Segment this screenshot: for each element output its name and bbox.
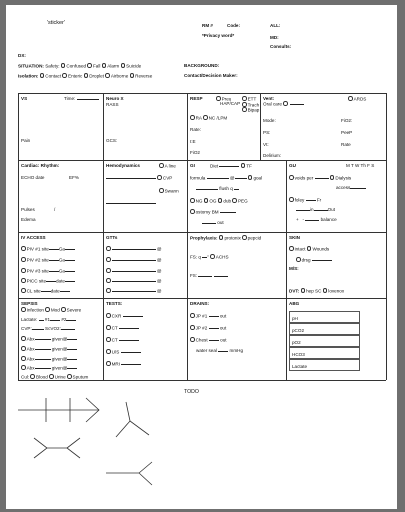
abg-cell-pco2: pCO2 [289, 323, 360, 335]
iv-title: IV ACCESS [21, 235, 46, 240]
gi-flush: flush q [196, 186, 239, 191]
gi-title: GI [190, 163, 195, 168]
proph-fs-q: FS: q " ACHS [190, 254, 229, 260]
gtts-row: @ [106, 288, 162, 293]
skin-intact: intact Wounds [289, 246, 329, 251]
ms-label: M/S: [289, 266, 299, 271]
hemo-aline: A line [159, 163, 176, 168]
drain-jp2: JP #2 out [190, 325, 226, 330]
drain-chest: Chest out [190, 337, 227, 342]
cardiac-pulses: Pulses [21, 207, 35, 212]
test-item: CT [106, 325, 139, 330]
vent-oralcare: Oral care [263, 101, 304, 106]
vent-ps: PS: [263, 130, 271, 135]
lab-fishbone-diagrams [6, 5, 397, 509]
skin-title: SKIN [289, 235, 300, 240]
rm-label: RM # [202, 23, 213, 28]
vent-mode: Mode: [263, 118, 276, 123]
cardiac-title: Cardiac: Rhythm: [21, 163, 60, 168]
proph-row: Prophylaxis: protonix pepcid [190, 235, 262, 241]
bmp-fishbone [18, 398, 99, 422]
contact-label: Contact/Decision Maker: [184, 73, 238, 78]
neuro-gcs: GCS: [106, 138, 118, 143]
vent-title: Vent: [263, 96, 275, 101]
gtts-row: @ [106, 257, 162, 262]
sepsis-cultures: Cul: Blood Urine Sputum [21, 374, 89, 380]
sepsis-abx: Abx given@ [21, 356, 77, 361]
hemo-cvp: CVP [106, 175, 172, 180]
allergies-label: ALL: [270, 23, 281, 28]
cardiac-slash: / [54, 207, 56, 212]
sepsis-title: SEPSIS [21, 301, 38, 306]
proph-fs: FS: [190, 273, 228, 278]
sepsis-abx: Abx given@ [21, 365, 77, 370]
cardiac-ef: EF% [69, 175, 79, 180]
isolation-row: Isolation: Contact Enteric Droplet Airborne Reverse [18, 73, 153, 79]
sepsis-lactate: Lactate: #1 #2 [21, 317, 76, 322]
sepsis-abx: Abx given@ [21, 336, 77, 341]
iv-row: PIV #1 site Ga [21, 246, 75, 251]
vs-pain: Pain [21, 138, 31, 143]
vent-fio2: FiO2: [341, 118, 353, 123]
iv-row: PICC site date [21, 278, 75, 283]
resp-ra-nc: RA NC /LPM [190, 115, 227, 120]
y-fishbone [116, 402, 149, 437]
drain-waterseal: water seal mmHg [196, 348, 244, 353]
test-item: CXR [106, 313, 143, 318]
resp-ie: I:E [190, 139, 196, 144]
cardiac-echo: ECHO date [21, 175, 45, 180]
vent-peep: PeeP [341, 130, 353, 135]
gu-days: M T W Th F S [346, 163, 375, 168]
test-item: U/S [106, 349, 141, 354]
drains-title: DRAINS: [190, 301, 210, 306]
resp-bipap: Bipap [242, 107, 259, 112]
gu-foley: foley Fr [289, 197, 321, 202]
vent-delirium: Delirium: [263, 153, 282, 158]
gu-access: access [336, 185, 366, 190]
gi-out: out [202, 220, 224, 225]
gu-title: GU [289, 163, 296, 168]
hemo-title: Hemodynamics [106, 163, 140, 168]
resp-preu: Preu [216, 96, 231, 101]
privacy-word: *Privacy word* [202, 33, 235, 38]
sepsis-severity: Infection Mod Severe [21, 307, 81, 312]
vs-time: Time: [64, 96, 99, 101]
abg-cell-lactate: Lactate [289, 359, 360, 371]
abg-cell-hco3: HCO3 [289, 347, 360, 359]
tests-title: TESTS: [106, 301, 123, 306]
gu-balance: + - balance [296, 217, 337, 222]
cbc-fishbone [34, 438, 80, 458]
iv-row: PIV #3 site Ga [21, 268, 75, 273]
resp-trach: Trach [242, 102, 259, 107]
vs-title: VS [21, 96, 28, 101]
gu-inout: in Out [296, 207, 335, 212]
gtts-title: GTTs [106, 235, 118, 240]
sepsis-cvp: CVP: ScVO2: [21, 326, 75, 331]
gtts-row: @ [106, 246, 162, 251]
md-label: MD: [270, 35, 279, 40]
vent-rate: Rate [341, 142, 351, 147]
situation-row: SITUATION: Safety: Confused Fall Alarm Suicide [18, 63, 142, 69]
drain-jp1: JP #1 out [190, 313, 226, 318]
abg-cell-ph: pH [289, 311, 360, 323]
gi-tubes: NG OG dub PEG [190, 198, 248, 203]
coag-fishbone [106, 462, 152, 485]
consults-label: Consults: [270, 44, 292, 49]
todo-label: TODO [184, 389, 199, 395]
gi-ostomy: ostomy BM [190, 209, 236, 214]
neuro-rass: RASS [106, 102, 119, 107]
vent-ards: ARDS [348, 96, 366, 101]
test-item: CT [106, 337, 139, 342]
neuro-title: Neuro X [106, 96, 124, 101]
test-item: MRI [106, 361, 141, 366]
resp-fio2: FiO2 [190, 150, 200, 155]
resp-hapcap: HAP/CAP [220, 101, 241, 106]
skin-drsg: drsg [296, 257, 332, 262]
cardiac-edema: Edema [21, 217, 36, 222]
resp-ett: ETT [242, 96, 256, 101]
resp-rate: Rate: [190, 127, 201, 132]
iv-row: CL site date [21, 288, 70, 293]
sepsis-abx: Abx given@ [21, 346, 77, 351]
resp-title: RESP [190, 96, 203, 101]
sticker-label: 'sticker' [47, 20, 65, 26]
dx-label: DX: [18, 53, 26, 58]
report-sheet [6, 5, 397, 509]
background-label: BACKGROUND: [184, 63, 220, 68]
gi-formula: formula @ goal [190, 175, 263, 181]
abg-title: ABG [289, 301, 300, 306]
gi-diet: Diet TF [210, 163, 252, 169]
gu-voids: voids per Dialysis [289, 175, 351, 180]
hemo-swann: Swann [159, 188, 179, 193]
abg-cell-po2: pO2 [289, 335, 360, 347]
code-label: Code: [227, 23, 241, 28]
iv-row: PIV #2 site Ga [21, 257, 75, 262]
vent-vt: Vt: [263, 142, 269, 147]
gtts-row: @ [106, 268, 162, 273]
gtts-row: @ [106, 278, 162, 283]
dvt-row: DVT: hep SC lovenox [289, 288, 345, 294]
